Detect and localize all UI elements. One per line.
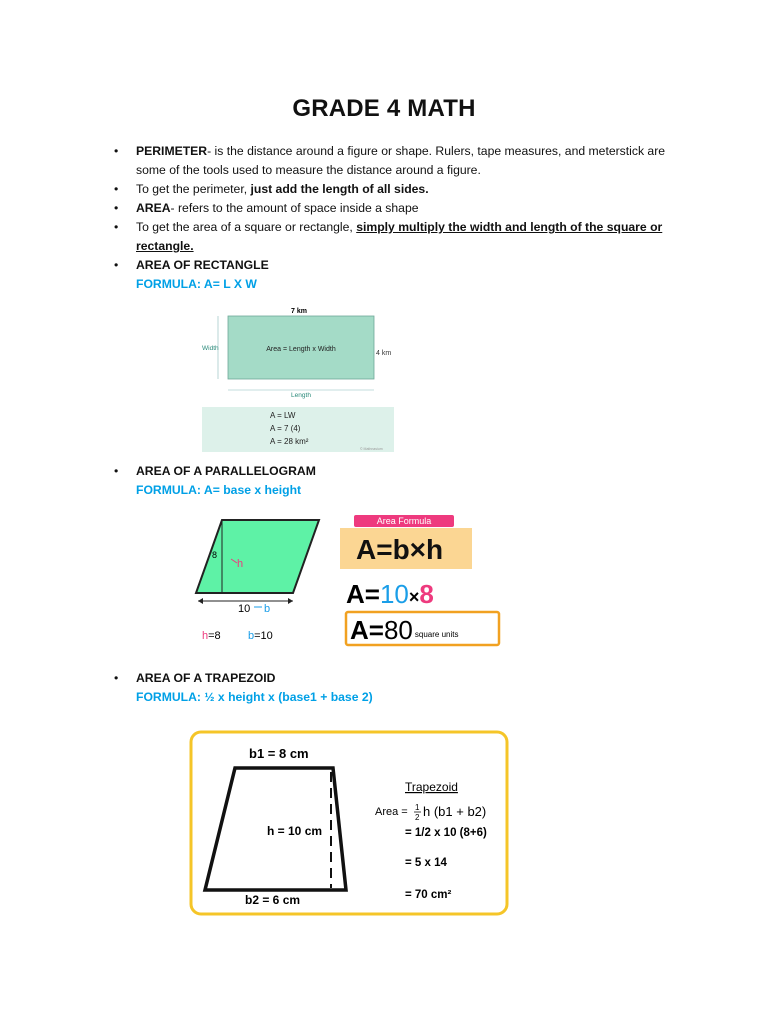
base-letter: b — [264, 603, 271, 615]
base1-label: b1 = 8 cm — [249, 746, 309, 761]
list-item: • To get the perimeter, just add the length of all sides. — [114, 182, 429, 196]
heading-text: AREA OF A TRAPEZOID — [136, 671, 276, 685]
subst-x: × — [408, 587, 420, 607]
subst-8: 8 — [419, 579, 434, 609]
base-equation — [248, 630, 273, 642]
trapezoid-label: Trapezoid — [405, 780, 458, 794]
list-item: • PERIMETER- is the distance around a figure or shape. Rulers, tape measures, and meterstick are some of the tools used to measure the distance around a figure. — [114, 144, 666, 177]
parallelogram-figure — [186, 508, 510, 652]
section-heading-trapezoid: • AREA OF A TRAPEZOID — [114, 671, 276, 685]
section-heading-rectangle: • AREA OF RECTANGLE — [114, 258, 269, 272]
bold-term: PERIMETER — [136, 144, 208, 158]
b-eq-label: b — [248, 630, 255, 642]
result-a: A= — [350, 615, 384, 645]
watermark: © Mathnasium — [360, 447, 383, 451]
half-numerator: 1 — [415, 803, 420, 812]
heading-text: AREA OF A PARALLELOGRAM — [136, 464, 316, 478]
h-eq-value: =8 — [208, 630, 221, 642]
bold-term: AREA — [136, 201, 171, 215]
h-eq-label: h — [202, 630, 209, 642]
area-word: Area = — [375, 806, 408, 818]
list-item: • AREA- refers to the amount of space inside a shape — [114, 201, 419, 215]
area-expression: h (b1 + b2) — [423, 804, 487, 819]
height-letter: h — [237, 558, 244, 570]
height-equation — [202, 630, 221, 642]
step-2: = 5 x 14 — [405, 857, 447, 869]
heading-text: AREA OF RECTANGLE — [136, 258, 269, 272]
height-label: h = 10 cm — [267, 824, 323, 838]
step-1: = 1/2 x 10 (8+6) — [405, 827, 487, 839]
base-number: 10 — [238, 603, 251, 615]
page-title: GRADE 4 MATH — [292, 95, 476, 122]
list-item-text: - refers to the amount of space inside a shape — [170, 201, 419, 215]
bullet-list — [114, 142, 696, 294]
b-eq-value: =10 — [254, 630, 273, 642]
height-number: 8 — [212, 550, 218, 560]
section-heading-parallelogram: • AREA OF A PARALLELOGRAM — [114, 464, 316, 478]
formula-trapezoid: FORMULA: ½ x height x (base1 + base 2) — [136, 690, 373, 704]
result-units: square units — [414, 630, 459, 639]
subst-10: 10 — [379, 579, 409, 609]
width-label: Width — [202, 345, 219, 352]
half-denominator: 2 — [415, 813, 420, 822]
badge-text: Area Formula — [376, 516, 432, 526]
calc-line: A = 28 km² — [270, 437, 309, 446]
rectangle-figure — [200, 300, 396, 454]
length-label: Length — [291, 392, 311, 399]
list-item-text: To get the perimeter, — [136, 182, 251, 196]
formula-big: A=b×h — [356, 534, 444, 565]
list-item-text: To get the area of a square or rectangle, — [136, 220, 357, 234]
figure-frame — [191, 732, 507, 914]
calc-line: A = 7 (4) — [270, 424, 301, 433]
inner-label: Area = Length x Width — [266, 346, 336, 353]
formula-rectangle: FORMULA: A= L X W — [136, 277, 257, 291]
right-label: 4 km — [376, 350, 392, 357]
list-item-text: - is the distance around a figure or shape. Rulers, tape measures, and meterstick are some of the tools used to measure the distance around a figure. — [136, 144, 666, 177]
top-label: 7 km — [291, 308, 307, 315]
bold-term: simply multiply the width and length of the square or rectangle. — [136, 220, 663, 253]
result-80: 80 — [383, 615, 413, 645]
bold-term: just add the length of all sides. — [250, 182, 429, 196]
list-item: • To get the area of a square or rectangle, simply multiply the width and length of the square or rectangle. — [114, 220, 663, 253]
substitution — [346, 579, 434, 609]
step-3: = 70 cm² — [405, 889, 452, 901]
formula-parallelogram: FORMULA: A= base x height — [136, 483, 302, 497]
trapezoid-figure — [189, 730, 510, 917]
calc-line: A = LW — [270, 411, 296, 420]
subst-a: A= — [346, 579, 380, 609]
base2-label: b2 = 6 cm — [245, 893, 301, 907]
